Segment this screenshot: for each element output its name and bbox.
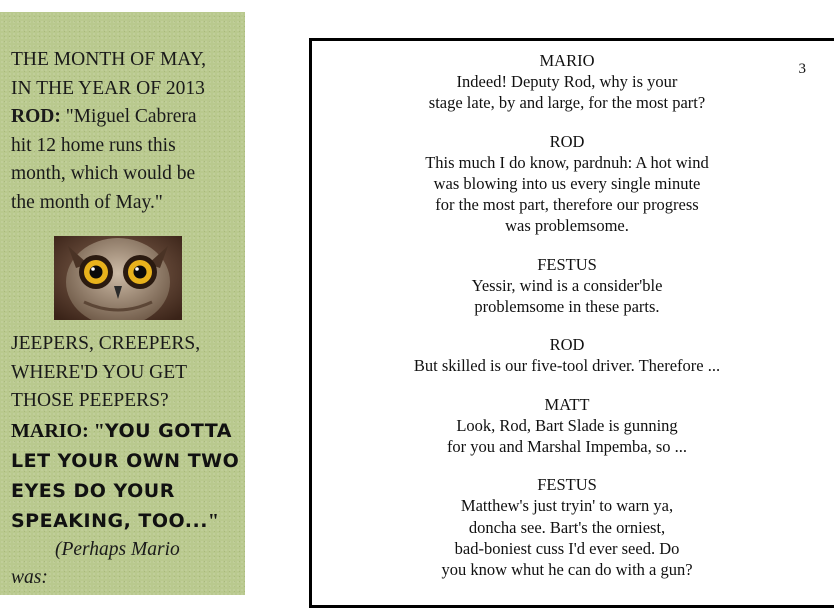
dialogue-line: for the most part, therefore our progress — [435, 195, 699, 215]
dialogue-line: But skilled is our five-tool driver. Therefore ... — [413, 356, 721, 376]
jeepers-line: JEEPERS, CREEPERS, — [11, 333, 201, 354]
aside-line: (Perhaps Mario — [55, 538, 180, 560]
dialogue-line: Look, Rod, Bart Slade is gunning — [456, 415, 678, 435]
dialogue-line: problemsome in these parts. — [474, 297, 660, 317]
dialogue-line: stage late, by and large, for the most part? — [428, 93, 706, 113]
dialogue-block — [312, 334, 822, 376]
rod-quote-line: hit 12 home runs this — [11, 134, 176, 156]
rod-quote-line: the month of May." — [11, 191, 163, 213]
dialogue-line: doncha see. Bart's the orniest, — [468, 517, 666, 537]
character-name: MARIO — [539, 51, 595, 70]
heading-line: THE MONTH OF MAY, — [11, 49, 207, 70]
owl-photo-icon — [54, 236, 182, 320]
mario-quote-line: EYES DO YOUR — [11, 479, 175, 502]
heading-line: IN THE YEAR OF 2013 — [11, 77, 205, 99]
script-page — [309, 38, 834, 608]
owl-image — [54, 236, 182, 320]
dialogue-block — [312, 394, 822, 458]
dialogue-line: was blowing into us every single minute — [433, 174, 701, 194]
page-number: 3 — [798, 61, 806, 77]
character-name: FESTUS — [537, 475, 597, 495]
mario-speaker: MARIO: " — [11, 419, 105, 442]
month-heading — [11, 46, 245, 217]
character-name: FESTUS — [537, 254, 597, 274]
aside-line: was: — [11, 566, 48, 588]
character-name: ROD — [549, 335, 585, 355]
dialogue-block — [312, 474, 822, 580]
dialogue-line: you know whut he can do with a gun? — [441, 560, 693, 580]
dialogue-line: was problemsome. — [505, 216, 629, 236]
sidebar — [0, 12, 245, 595]
rod-quote-line: month, which would be — [11, 163, 196, 184]
dialogue-line: Indeed! Deputy Rod, why is your — [456, 72, 678, 92]
character-name: ROD — [549, 131, 585, 151]
aside-note — [11, 536, 245, 592]
dialogue-block — [312, 131, 822, 237]
jeepers-line: WHERE'D YOU GET — [11, 361, 188, 383]
jeepers-text — [11, 330, 245, 416]
mario-quote — [11, 416, 245, 536]
dialogue-block — [312, 254, 822, 318]
rod-quote: "Miguel Cabrera — [60, 106, 197, 127]
dialogue-line: Matthew's just tryin' to warn ya, — [460, 496, 674, 516]
mario-quote-line: YOU GOTTA — [104, 419, 232, 442]
mario-quote-line: LET YOUR OWN TWO — [11, 449, 240, 472]
dialogue-line: This much I do know, pardnuh: A hot wind — [425, 152, 709, 172]
dialogue-line: for you and Marshal Impemba, so ... — [446, 437, 688, 457]
dialogue-list — [312, 50, 822, 597]
mario-quote-line: SPEAKING, TOO... — [11, 509, 208, 532]
mario-quote-close: " — [207, 509, 220, 532]
dialogue-line: Yessir, wind is a consider'ble — [471, 275, 663, 295]
jeepers-line: THOSE PEEPERS? — [11, 390, 169, 411]
rod-speaker: ROD: — [11, 106, 61, 127]
dialogue-block — [312, 50, 822, 114]
dialogue-line: bad-boniest cuss I'd ever seed. Do — [454, 538, 680, 558]
character-name: MATT — [544, 394, 590, 414]
